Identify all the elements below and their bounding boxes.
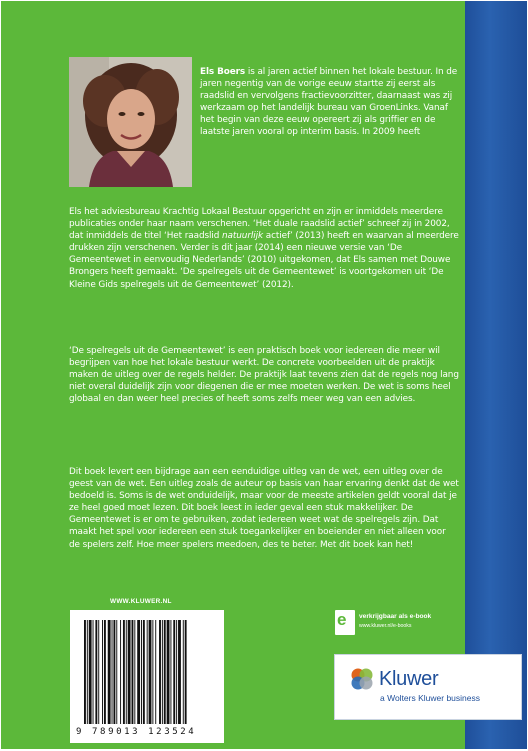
barcode-bar bbox=[128, 620, 131, 724]
barcode-bar bbox=[152, 620, 153, 724]
author-bio-side bbox=[200, 66, 458, 139]
barcode-bar bbox=[93, 620, 94, 724]
barcode-bar bbox=[84, 620, 86, 724]
bio-text-b: actief’ (2013) heeft en waarvan al meerdere drukken zijn verschenen. Verder is dit jaar (2014) een nieuwe versie van ‘De Gemeentewet in eenvoudig Nederlands’ (2010) uitgekomen, dat Els samen met Douwe Brongers heeft gemaakt. ‘De spelregels uit de Gemeentewet’ is voortgekomen uit ‘De Kleine Gids spelregels uit de Gemeentewet’ (2012). bbox=[69, 231, 459, 290]
barcode-bar bbox=[170, 620, 171, 724]
barcode-bar bbox=[155, 620, 156, 724]
bio-text-a: Els het adviesbureau Krachtig Lokaal Bestuur opgericht en zijn er inmiddels meerdere publicaties onder haar naam verschenen. ‘Het duale raadslid actief’ schreef zij in 2002, dat inmiddels de titel ‘Het raadslid bbox=[69, 207, 450, 242]
author-name: Els Boers bbox=[200, 67, 246, 77]
description-paragraph-2: Dit boek levert een bijdrage aan een eenduidige uitleg van de wet, een uitleg over de geest van de wet. Een uitleg zoals de auteur op basis van haar ervaring denkt dat de wet bedoeld is. Soms is de wet onduidelijk, maar voor de meeste artikelen geldt vooral dat je ze heel goed moet lezen. Dit boek leest in ieder geval een stuk makkelijker. De Gemeentewet is er om te gebruiken, zodat iedereen weet wat de spelregels zijn. Dat maakt het spel voor iedereen een stuk toegankelijker en boeiender en niet alleen voor de spelers zelf. Hoe meer spelers meedoen, des te beter. Met dit boek kan het! bbox=[69, 467, 459, 550]
barcode-bar bbox=[178, 620, 181, 724]
ebook-icon bbox=[335, 610, 355, 635]
barcode-bar bbox=[108, 620, 111, 724]
description-paragraph-1: ‘De spelregels uit de Gemeentewet’ is een praktisch boek voor iedereen die meer wil begrijpen van hoe het lokale bestuur werkt. De concrete voorbeelden uit de praktijk maken de uitleg over de regels helder. De praktijk laat tevens zien dat de regels nog lang niet overal duidelijk zijn voor diegenen die er mee moeten werken. De wet is soms heel globaal en dan weer heel precies of heeft soms zelfs meer weg van een advies. bbox=[69, 346, 459, 405]
ebook-icon-letter: e bbox=[337, 610, 347, 629]
barcode-bar bbox=[147, 620, 148, 724]
barcode-bar bbox=[98, 620, 99, 724]
blue-spine-band bbox=[465, 1, 527, 749]
author-bio-side-text: is al jaren actief binnen het lokale bestuur. In de jaren negentig van de vorige eeuw startte zij eerst als raadslid en vervolgens fractievoorzitter, daarnaast was zij werkzaam op het landelijk bureau van GroenLinks. Vanaf het begin van deze eeuw opereert zij als griffier en de laatste jaren vooral op interim basis. In 2009 heeft bbox=[200, 67, 458, 138]
barcode-bar bbox=[176, 620, 177, 724]
barcode-bar bbox=[116, 620, 117, 724]
barcode-bar bbox=[126, 620, 127, 724]
barcode-bar bbox=[123, 620, 125, 724]
ebook-title: verkrijgbaar als e-book bbox=[359, 613, 432, 620]
barcode-bar bbox=[173, 620, 175, 724]
barcode-bar bbox=[143, 620, 145, 724]
barcode-bar bbox=[149, 620, 152, 724]
barcode-bar bbox=[137, 620, 140, 724]
barcode-bar bbox=[87, 620, 88, 724]
kluwer-logo-icon bbox=[349, 666, 375, 692]
barcode-bar bbox=[89, 620, 92, 724]
barcode-bar bbox=[159, 620, 161, 724]
barcode-bar bbox=[112, 620, 113, 724]
barcode-bar bbox=[132, 620, 134, 724]
barcode-bar bbox=[134, 620, 135, 724]
publisher-logo-box bbox=[334, 654, 522, 720]
barcode-bar bbox=[185, 620, 187, 724]
barcode-bar bbox=[167, 620, 170, 724]
isbn-number: 9 789013 123524 bbox=[76, 727, 197, 737]
publisher-name: Kluwer bbox=[379, 668, 439, 690]
barcode-bar bbox=[120, 620, 121, 724]
isbn-barcode bbox=[70, 610, 224, 743]
author-photo bbox=[69, 57, 192, 187]
publisher-tagline: a Wolters Kluwer business bbox=[380, 693, 480, 703]
publisher-website: WWW.KLUWER.NL bbox=[110, 598, 172, 605]
ebook-badge bbox=[335, 610, 465, 636]
barcode-bar bbox=[164, 620, 166, 724]
barcode-bars bbox=[84, 620, 212, 724]
barcode-bar bbox=[183, 620, 184, 724]
bio-italic-word: natuurlijk bbox=[222, 231, 264, 242]
barcode-bar bbox=[162, 620, 163, 724]
barcode-bar bbox=[104, 620, 106, 724]
barcode-bar bbox=[141, 620, 142, 724]
barcode-bar bbox=[102, 620, 103, 724]
ebook-url: www.kluwer.nl/e-books bbox=[359, 623, 412, 629]
barcode-bar bbox=[113, 620, 115, 724]
author-bio-continued bbox=[69, 206, 459, 291]
barcode-bar bbox=[95, 620, 97, 724]
